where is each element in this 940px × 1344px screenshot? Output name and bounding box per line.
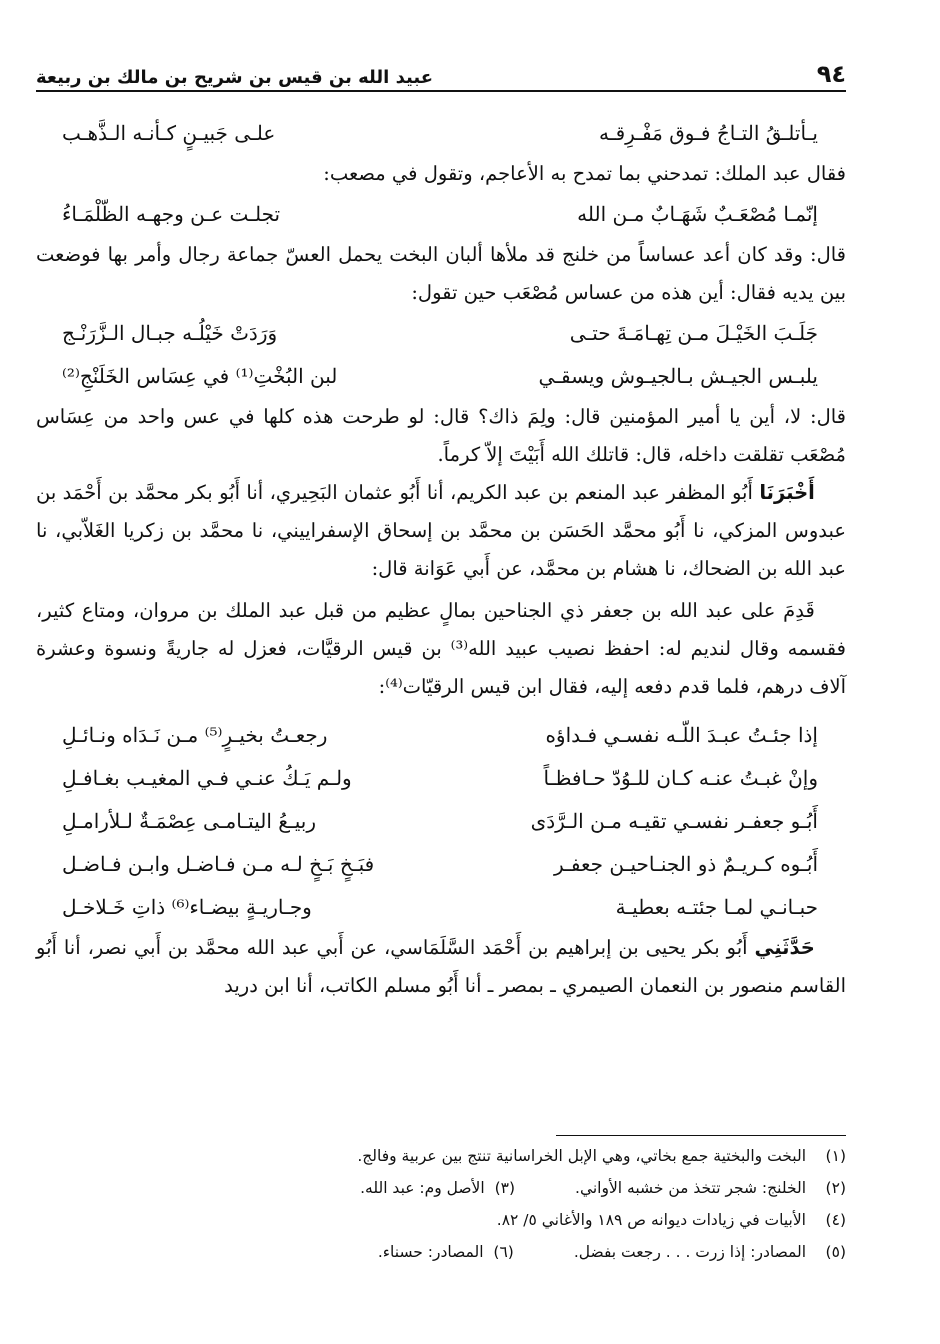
footnote (36, 1172, 846, 1204)
verse-hemistich-right: إنّمـا مُصْعَـبٌ شَهَـابٌ مـن الله (577, 202, 818, 226)
verse-hemistich-left: وَرَدَتْ خَيْلُـه جبـال الـزَّرَنْـج (62, 321, 278, 345)
footnote-number: (٥) (825, 1243, 846, 1261)
verse-hemistich-right: حبـانـي لمـا جئتـه بعطيـة (615, 895, 818, 919)
verse-hemistich-right: وإنْ غبـتُ عنـه كـان للـوُدّ حـافظـاً (543, 766, 818, 790)
footnote-text: الخلنج: شجر تتخذ من خشبه الأواني. (575, 1179, 806, 1197)
verse-hemistich-right: يلبـس الجيـش بـالجيـوش ويسقـي (538, 364, 818, 388)
paragraph: قَدِمَ على عبد الله بن جعفر ذي الجناحين بمالٍ عظيم من قبل عبد الملك بن مروان، ومتاع كثير، فقسمه وقال لنديم له: احفظ نصيب عبيد الله⁽³⁾ بن قيس الرقيَّات، فعزل له جاريةً ونسوة وعشرة آلاف درهم، فلما قدم دفعه إليه، فقال ابن قيس الرقيّات⁽⁴⁾: (36, 599, 846, 698)
footnote-number: (١) (825, 1147, 846, 1165)
header-rule (36, 90, 846, 92)
verse-line (36, 714, 846, 757)
verse-line (36, 112, 846, 155)
verse-line (36, 843, 846, 886)
isnad-paragraph (36, 929, 846, 1005)
footnote-number: (٢) (825, 1179, 846, 1197)
verse-line (36, 886, 846, 929)
verse-hemistich-left: ولـم يَـكُ عنـي فـي المغيـب بغـافـلِ (62, 766, 352, 790)
page-number: ٩٤ (816, 60, 846, 88)
footnote-text: المصادر: حسناء. (377, 1243, 484, 1261)
verse-hemistich-left: علـى جَبيـنٍ كـأنـه الـذَّهـب (62, 121, 276, 145)
footnote-text: البخت والبختية جمع بخاتي، وهي الإبل الخراسانية تنتج بين عربية وفالج. (357, 1147, 806, 1165)
paragraph: قال: وقد كان أعد عساساً من خلنج قد ملأها ألبان البخت يحمل العسّ جماعة رجال وأمر بها فوضعت بين يديه فقال: أين هذه من عساس مُصْعَب حين تقول: (36, 243, 846, 304)
verse-line (36, 312, 846, 355)
footnote-text: الأبيات في زيادات ديوانه ص ١٨٩ والأغاني ٥/ ٨٢. (496, 1211, 806, 1229)
footnote-number: (٦) (493, 1243, 514, 1261)
footnotes (36, 1140, 846, 1268)
verse-hemistich-left: لبن البُخْتِ⁽¹⁾ في عِسَاس الخَلَنْجِ⁽²⁾ (62, 364, 338, 388)
verse-hemistich-left: وجـاريـةٍ بيضـاء⁽⁶⁾ ذاتِ خَـلاخـل (62, 895, 312, 919)
footnote-number: (٤) (825, 1211, 846, 1229)
paragraph: قال: لا، أين يا أمير المؤمنين قال: ولِمَ ذاك؟ قال: لو طرحت هذه كلها في عس واحد من عِسَاس مُصْعَب تقلقت داخله، قال: قاتلك الله أَبَيْتَ إلاّ كرماً. (36, 405, 846, 466)
page-header (36, 58, 846, 88)
verse-hemistich-right: يـأتلـقُ التـاجُ فـوق مَفْـرِقـه (598, 121, 818, 145)
verse-hemistich-left: رجعـتُ بخيـرٍ⁽⁵⁾ مـن نَـدَاه ونـائـلِ (62, 723, 328, 747)
verse-line (36, 800, 846, 843)
footnote (36, 1236, 846, 1268)
paragraph-lead-word: أَخْبَرَنَا (759, 481, 815, 504)
verse-hemistich-right: جَلَـبَ الخَيْـلَ مـن تِهـامَـةَ حتـى (569, 321, 818, 345)
paragraph-text: أَبُو المظفر عبد المنعم بن عبد الكريم، أنا أَبُو عثمان البَحِيري، أنا أَبُو بكر محمَّد بن أَحْمَد بن عبدوس المزكي، نا أَبُو محمَّد الحَسَن بن محمَّد بن إسحاق الإسفراييني، نا محمَّد بن زكريا الغَلاّبي، نا عبد الله بن الضحاك، نا هشام بن محمَّد، عن أَبي عَوَانة قال: (36, 481, 846, 580)
verse-line (36, 193, 846, 236)
verse-hemistich-left: ربيـعُ اليتـامـى عِصْمَـةٌ لـلأرامـلِ (62, 809, 316, 833)
running-title: عبيد الله بن قيس بن شريح بن مالك بن ربيعة (36, 67, 433, 88)
verse-hemistich-left: فبَـخٍ بَـخٍ لـه مـن فـاضـل وابـن فـاضـل (62, 852, 375, 876)
verse-hemistich-right: أَبُـو جعفـر نفسـي تقيـه مـن الـرَّدَى (530, 809, 818, 833)
footnote-number: (٣) (494, 1179, 516, 1197)
paragraph: فقال عبد الملك: تمدحني بما تمدح به الأعاجم، وتقول في مصعب: (323, 162, 846, 185)
verse-hemistich-left: تجلـت عـن وجهـه الظّلْمَـاءُ (62, 202, 281, 226)
footnote (36, 1140, 846, 1172)
footnote-rule (556, 1135, 846, 1136)
footnote (36, 1204, 846, 1236)
paragraph-text: أَبُو بكر يحيى بن إبراهيم بن أَحْمَد السَّلَمَاسي، عن أَبي عبد الله محمَّد بن أَبي نصر، أنا أَبُو القاسم منصور بن النعمان الصيمري ـ بمصر ـ أنا أَبُو مسلم الكاتب، أنا ابن دريد (36, 936, 846, 997)
verse-line (36, 757, 846, 800)
footnote-text: المصادر: إذا زرت . . . رجعت بفضل. (573, 1243, 806, 1261)
verse-hemistich-right: إذا جئـتُ عبـدَ اللّـه نفسـي فـداؤه (545, 723, 818, 747)
verse-hemistich-right: أَبُـوه كـريـمٌ ذو الجنـاحيـن جعفـر (554, 852, 818, 876)
isnad-paragraph (36, 474, 846, 588)
verse-line (36, 355, 846, 398)
paragraph-lead-word: حَدَّثَنِي (754, 936, 815, 959)
main-text (36, 112, 846, 1005)
footnote-text: الأصل وم: عبد الله. (360, 1179, 485, 1197)
